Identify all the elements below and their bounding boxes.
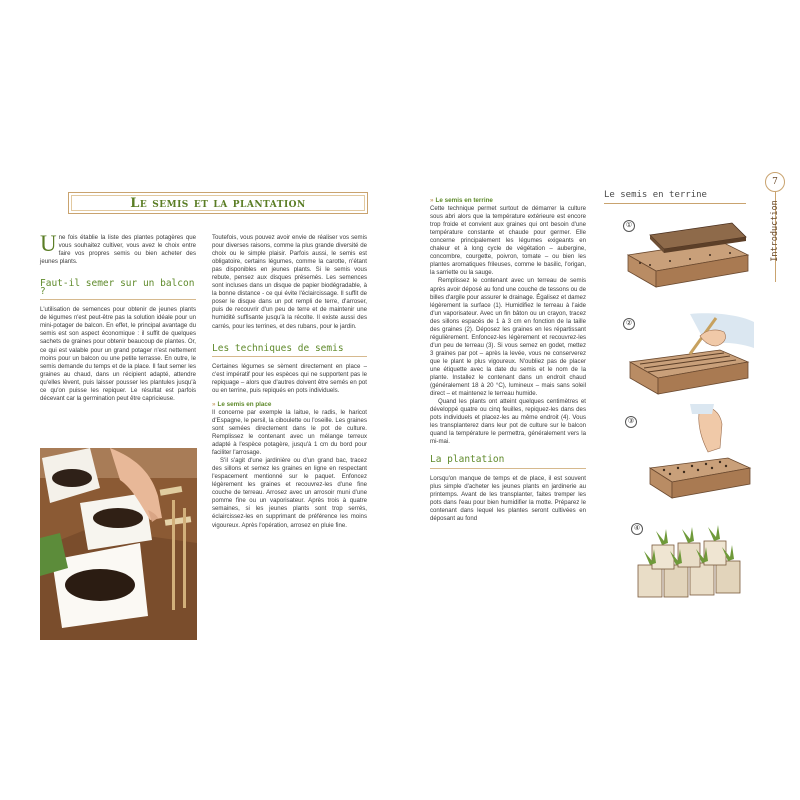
middle-column bbox=[212, 234, 367, 530]
section-title-techniques: Les techniques de semis bbox=[212, 345, 367, 357]
subtitle-semis-en-terrine: » Le semis en terrine bbox=[430, 197, 493, 204]
semis-en-terrine-paragraph-1: Cette technique permet surtout de démarrer la culture sous abri alors que la température extérieure est encore trop froide et convient aux graines qui ont besoin d'une température constante et chaude pour germer. Elle concerne principalement les légumes exigeants en chaleur et à long cycle de végétation – aubergine, concombre, courgette, poivron, tomate – ou bien les plantes aromatiques frileuses, comme le basilic, l'origan, la sarriette ou la sauge. bbox=[430, 205, 586, 277]
intro-paragraph: Une fois établie la liste des plantes potagères que vous souhaitez cultiver, vous avez le choix entre faire vos propres semis ou bien acheter des jeunes plants. bbox=[40, 231, 196, 266]
page-title: Le semis et la plantation bbox=[130, 195, 306, 211]
step-1-tamping-illustration bbox=[620, 215, 755, 293]
step-2-furrows-illustration bbox=[620, 308, 755, 400]
illustrations-title: Le semis en terrine bbox=[604, 190, 707, 200]
step-number-1: ① bbox=[623, 220, 635, 232]
semis-en-place-paragraph-2: S'il s'agit d'une jardinière ou d'un grand bac, tracez des sillons et semez les graines en ligne en respectant l'espacement mentionné sur le paquet. Enfoncez légèrement les graines et recouvrez-les d'une fine couche de terreau. Arrosez avec un arrosoir muni d'une pomme fine ou un vaporisateur. Après trois à quatre semaines, si les jeunes plants sont trop serrés, éclaircissez-les en supprimant de préférence les moins vigoureux. Après l'opération, arrosez en pluie fine. bbox=[212, 457, 367, 529]
seed-sowing-photo bbox=[40, 448, 197, 640]
illustrations-divider bbox=[604, 203, 746, 204]
mid-intro-paragraph: Toutefois, vous pouvez avoir envie de réaliser vos semis pour diverses raisons, comme la plus grande diversité de choix ou le simple plaisir. Parfois aussi, le semis est obligatoire, certains légumes, comme la carotte, n'étant pas disponibles en jeunes plants. Si le semis vous rebute, pensez aux disques présemés. Les semences sont incluses dans un disque de papier biodégradable, à la bonne distance - ce qui évite l'éclaircissage. Il suffit de poser le disque dans un pot rempli de terre, d'arroser, puis de recouvrir d'un peu de terre et de maintenir une humidité suffisante jusqu'à la récolte. Il existe aussi des carrés, pour les terrines, et des rubans, pour le jardin. bbox=[212, 234, 367, 330]
subtitle-semis-en-place: » Le semis en place bbox=[212, 400, 272, 408]
section-title-plantation: La plantation bbox=[430, 456, 586, 468]
right-column bbox=[430, 197, 586, 523]
semis-en-terrine-paragraph-3: Quand les plants ont atteint quelques centimètres et développé quatre ou cinq feuilles, repiquez-les dans des pots individuels et placez-les au même endroit (4). Vous les transplanterez dans leur pot de culture sur le balcon quand la température le permettra, généralement vers la mi-mai. bbox=[430, 398, 586, 446]
techniques-paragraph: Certaines légumes se sèment directement en place – c'est impératif pour les espèces qui ne supportent pas le repiquage – alors que d'autres doivent être semés en pot ou en terrine, puis repiqués en pots individuels. bbox=[212, 362, 367, 394]
page-title-box bbox=[68, 192, 368, 214]
step-number-4: ④ bbox=[631, 523, 643, 535]
semis-en-terrine-paragraph-2: Remplissez le contenant avec un terreau de semis après avoir déposé au fond une couche de tessons ou de billes d'argile pour assurer le drainage. Égalisez et damez légèrement la surface (1). Humidifiez le terreau à l'aide d'un vaporisateur. Avec un fin bâton ou un crayon, tracez des sillons espacés de 1 à 3 cm en fonction de la taille des graines (2). Déposez les graines en les répartissant régulièrement. Enfoncez-les légèrement et recouvrez-les d'un peu de terreau (3). Si vous semez en godet, mettez 3 graines par pot – après la levée, vous ne conserverez que le plant le plus vigoureux. N'oubliez pas de placer une étiquette avec la date du semis et le nom de la plante. Installez le contenant dans un endroit chaud (généralement 18 à 20 °C), lumineux – mais sans soleil direct – et maintenez le terreau humide. bbox=[430, 277, 586, 398]
step-number-2: ② bbox=[623, 318, 635, 330]
page-number: 7 bbox=[765, 172, 785, 192]
plantation-paragraph: Lorsqu'on manque de temps et de place, il est souvent plus simple d'acheter les jeunes plants en jardinerie au printemps. Avant de les transplanter, faites tremper les pots dans l'eau pour bien humidifier la motte. Préparez le contenant dans lequel les plantes seront cultivées en déposant au fond bbox=[430, 474, 586, 522]
step-4-transplant-illustration bbox=[628, 515, 753, 610]
left-column bbox=[40, 231, 196, 403]
semis-en-place-paragraph-1: Il concerne par exemple la laitue, le radis, le haricot d'Espagne, le persil, la ciboulette ou l'oseille. Les graines sont semées directement dans le pot de culture. Remplissez le contenant avec un mélange terreux adapté à l'espèce potagère, jusqu'à 1 cm du bord pour faciliter l'arrosage. bbox=[212, 408, 367, 457]
chapter-tab bbox=[764, 168, 786, 278]
balcon-paragraph: L'utilisation de semences pour obtenir de jeunes plants de légumes n'est peut-être pas la solution idéale pour un mini-potager de balcon. En effet, le principal avantage du semis est son aspect économique : il suffit de quelques sachets de graines pour obtenir beaucoup de plantes. Or, ce qui est valable pour un grand potager n'est nettement moins pour un balcon ou une petite terrasse. En outre, le semis demande du temps et de la place. Il faut semer les graines au chaud, dans un récipient adapté, attendre qu'elles lèvent, puis laisser pousser les plantules jusqu'à ce qu'on puisse les repiquer. Le résultat est parfois décevant car la germination peut être capricieuse. bbox=[40, 306, 196, 402]
step-3-sowing-illustration bbox=[620, 404, 755, 504]
seed-sowing-illustration bbox=[40, 448, 197, 640]
section-title-balcon: Faut-il semer sur un balcon ? bbox=[40, 280, 196, 300]
step-number-3: ③ bbox=[625, 416, 637, 428]
bullet-marker-icon: » bbox=[212, 400, 216, 408]
bullet-marker-icon: » bbox=[430, 197, 434, 204]
drop-cap: U bbox=[40, 231, 57, 256]
chapter-label: Introduction bbox=[770, 200, 780, 262]
